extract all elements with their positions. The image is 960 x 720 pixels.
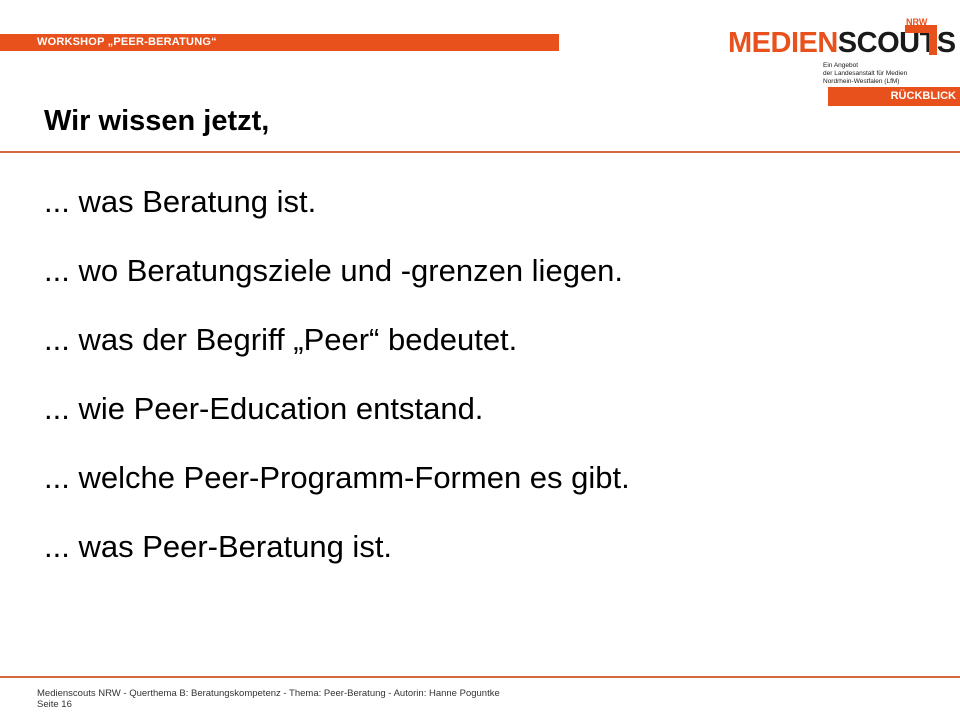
bullet-list xyxy=(44,184,630,598)
workshop-banner xyxy=(0,34,559,51)
bullet-item: ... wo Beratungsziele und -grenzen liegen. xyxy=(44,253,624,288)
logo-tagline-line: der Landesanstalt für Medien xyxy=(823,70,908,77)
logo-nrw-badge xyxy=(903,15,941,59)
footer xyxy=(37,688,500,710)
medienscouts-logo xyxy=(728,10,956,86)
logo-tagline-line: Nordrhein-Westfalen (LfM) xyxy=(823,78,900,85)
logo-word-part1: MEDIEN xyxy=(728,27,838,59)
bullet-item: ... welche Peer-Programm-Formen es gibt. xyxy=(44,460,630,495)
divider-top xyxy=(0,151,960,153)
bullet-item: ... was der Begriff „Peer“ bedeutet. xyxy=(44,322,518,357)
workshop-label: WORKSHOP „PEER-BERATUNG“ xyxy=(37,36,217,48)
bullet-item: ... wie Peer-Education entstand. xyxy=(44,391,484,426)
bullet-item: ... was Peer-Beratung ist. xyxy=(44,529,393,564)
logo-tagline-line: Ein Angebot xyxy=(823,62,859,69)
review-button[interactable]: RÜCKBLICK xyxy=(828,87,960,106)
slide-title: Wir wissen jetzt, xyxy=(44,105,270,137)
logo-tagline xyxy=(823,62,907,86)
footer-credits: Medienscouts NRW - Querthema B: Beratungskompetenz - Thema: Peer-Beratung - Autorin: Hanne Poguntke xyxy=(37,688,500,699)
logo-nrw-text: NRW xyxy=(906,17,928,27)
bullet-item: ... was Beratung ist. xyxy=(44,184,317,219)
divider-bottom xyxy=(0,676,960,678)
logo-word-part2: SCOUTS xyxy=(837,27,956,59)
page-number: Seite 16 xyxy=(37,699,72,710)
